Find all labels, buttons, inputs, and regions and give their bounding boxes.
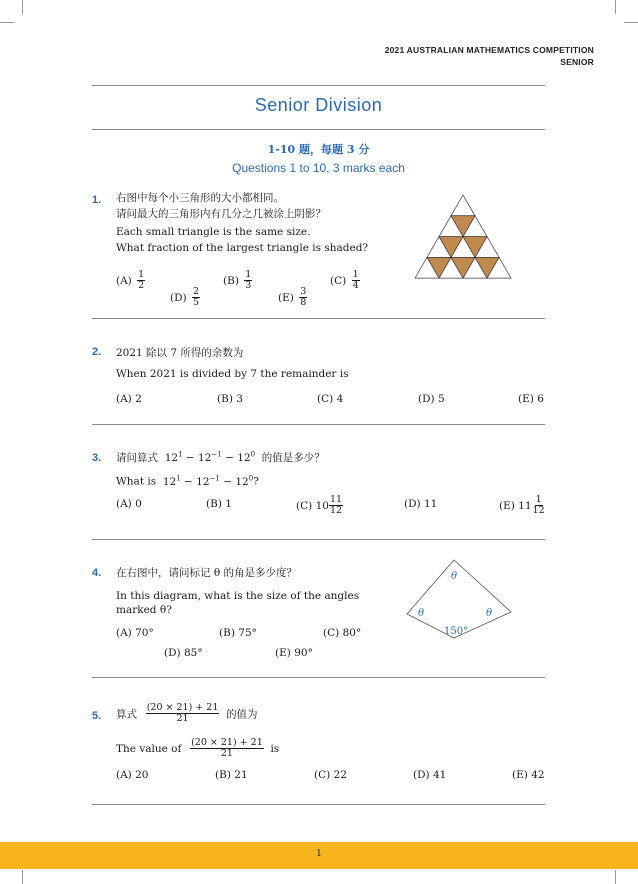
competition-title: 2021 AUSTRALIAN MATHEMATICS COMPETITION: [384, 45, 594, 55]
answer-option[interactable]: (B) 75°: [219, 627, 257, 639]
question-text-en: In this diagram, what is the size of the angles: [116, 590, 360, 602]
answer-option[interactable]: (D) 11: [404, 498, 438, 510]
question-text-en: What fraction of the largest triangle is shaded?: [116, 242, 369, 254]
question-text-cn: 在右图中，请问标记 θ 的角是多少度？: [116, 567, 297, 579]
answer-option[interactable]: (B) 1: [206, 498, 232, 510]
answer-option[interactable]: (D) 41: [413, 769, 447, 781]
instructions-cn: 1-10 题，每题 3 分: [267, 143, 370, 156]
crop-mark: [615, 870, 616, 884]
question-text-en: When 2021 is divided by 7 the remainder is: [116, 368, 349, 380]
question-text-en: Each small triangle is the same size.: [116, 226, 311, 238]
question-number: 4.: [92, 567, 102, 579]
crop-mark: [615, 0, 616, 14]
division-label: SENIOR: [560, 57, 594, 67]
divider: [92, 424, 545, 425]
theta-label-left: θ: [418, 608, 425, 619]
answer-option[interactable]: [170, 287, 200, 309]
divider: [92, 677, 545, 678]
question-text-en: marked θ?: [116, 604, 172, 616]
question-number: 3.: [92, 452, 102, 464]
angle-diagram: [404, 558, 516, 644]
crop-mark: [624, 22, 638, 23]
crop-mark: [0, 22, 14, 23]
question-number: 5.: [92, 710, 102, 722]
fraction: $\frac{1}{3}$: [245, 269, 252, 292]
option-label: (B): [223, 274, 239, 287]
answer-option[interactable]: (E) 6: [518, 393, 544, 405]
answer-option[interactable]: (D) 85°: [164, 647, 203, 659]
theta-label-right: θ: [486, 608, 493, 619]
fraction: $\frac{2}{5}$: [192, 286, 200, 309]
fraction: $\frac{3}{8}$: [300, 286, 307, 309]
answer-option[interactable]: (C) 4: [317, 393, 344, 405]
question-text-cn: 请问算式 $12^1 - 12^{-1} - 12^0$ 的值是多少？: [116, 450, 325, 464]
fraction: $\frac{1}{4}$: [352, 269, 359, 292]
fraction: $\frac{(20 \times 21) + 21}{21}$: [146, 702, 219, 725]
answer-option[interactable]: (A) 20: [116, 769, 149, 781]
answer-option[interactable]: (D) 5: [418, 393, 445, 405]
answer-option[interactable]: (E) 11 $\frac{1}{12}$: [499, 494, 545, 517]
answer-option[interactable]: [330, 270, 360, 292]
math-expression: $12^1 - 12^{-1} - 12^0$: [164, 450, 256, 464]
fraction: $\frac{11}{12}$: [329, 494, 343, 517]
triangle-diagram: [410, 192, 516, 282]
answer-option[interactable]: (C) 80°: [323, 627, 362, 639]
answer-option[interactable]: (A) 0: [116, 498, 142, 510]
answer-option[interactable]: (A) 2: [116, 393, 142, 405]
page-footer: [0, 842, 638, 869]
answer-option[interactable]: [278, 287, 307, 309]
question-number: 1.: [92, 194, 102, 206]
answer-option[interactable]: (B) 21: [215, 769, 248, 781]
crop-mark: [22, 0, 23, 14]
fraction: $\frac{1}{2}$: [138, 269, 145, 292]
divider: [92, 129, 545, 130]
page-title: Senior Division: [254, 95, 383, 115]
option-label: (D): [170, 291, 187, 304]
theta-label-top: θ: [451, 571, 458, 582]
option-label: (C): [330, 274, 347, 287]
answer-option[interactable]: (B) 3: [217, 393, 243, 405]
question-text-cn: 请问最大的三角形内有几分之几被涂上阴影？: [116, 208, 326, 220]
angle-label-bottom: 150°: [444, 626, 469, 637]
option-label: (E): [278, 291, 294, 304]
page-number: 1: [316, 849, 322, 859]
divider: [92, 804, 545, 805]
answer-option[interactable]: (E) 42: [512, 769, 545, 781]
fraction: $\frac{1}{12}$: [532, 494, 545, 517]
question-text-en: The value of $\frac{(20 \times 21) + 21}{21}$ is: [116, 737, 280, 760]
small-triangle: [451, 195, 475, 216]
question-text-cn: 2021 除以 7 所得的余数为: [116, 347, 244, 359]
answer-option[interactable]: (C) 22: [314, 769, 347, 781]
fraction: $\frac{(20 \times 21) + 21}{21}$: [191, 737, 263, 760]
instructions-en: Questions 1 to 10, 3 marks each: [232, 161, 405, 175]
option-label: (A): [116, 274, 132, 287]
divider: [92, 539, 545, 540]
crop-mark: [22, 870, 23, 884]
answer-option[interactable]: (E) 90°: [275, 647, 313, 659]
question-number: 2.: [92, 346, 102, 358]
math-expression: $12^1 - 12^{-1} - 12^0$: [162, 474, 254, 488]
answer-option[interactable]: (A) 70°: [116, 627, 154, 639]
divider: [92, 318, 545, 319]
question-text-cn: 右图中每个小三角形的大小都相同。: [116, 192, 284, 204]
question-text-en: What is $12^1 - 12^{-1} - 12^0$?: [116, 474, 259, 488]
question-text-cn: 算式 $\frac{(20 \times 21) + 21}{21}$ 的值为: [116, 702, 258, 725]
answer-option[interactable]: (C) 10 $\frac{11}{12}$: [296, 494, 343, 517]
divider: [92, 85, 545, 86]
answer-option[interactable]: [116, 270, 145, 292]
answer-option[interactable]: [223, 270, 252, 292]
